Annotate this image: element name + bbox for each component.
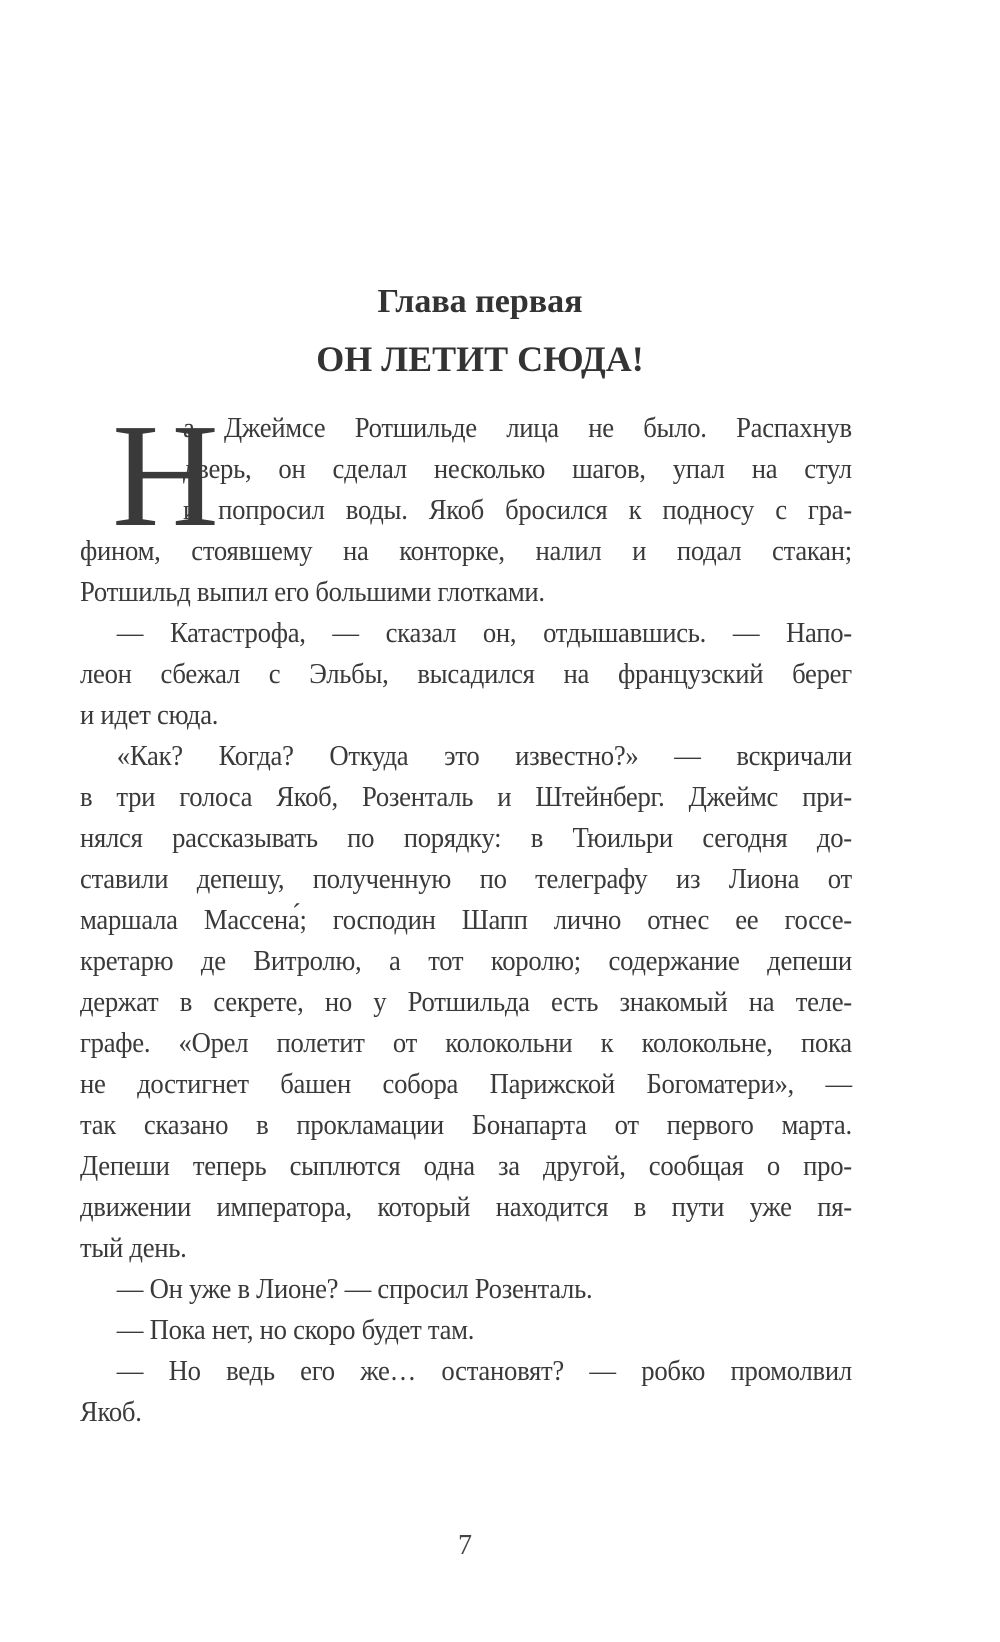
chapter-title: ОН ЛЕТИТ СЮДА! xyxy=(316,339,644,379)
text-line: — Катастрофа, — сказал он, отдышавшись. — Напо- xyxy=(116,617,852,649)
text-line: в три голоса Якоб, Розенталь и Штейнберг. Джеймс при- xyxy=(80,781,852,813)
text-line: движении императора, который находится в пути уже пя- xyxy=(80,1191,852,1223)
text-line: Ротшильд выпил его большими глотками. xyxy=(80,576,545,608)
text-line: «Как? Когда? Откуда это известно?» — вскричали xyxy=(116,740,852,772)
text-line: нялся рассказывать по порядку: в Тюильри сегодня до- xyxy=(80,822,852,854)
text-line: тый день. xyxy=(80,1232,187,1264)
text-line: Якоб. xyxy=(80,1396,142,1428)
text-line: — Но ведь его же… остановят? — робко промолвил xyxy=(116,1355,852,1387)
page-number: 7 xyxy=(458,1530,472,1561)
text-line: так сказано в прокламации Бонапарта от первого марта. xyxy=(80,1109,852,1141)
text-line: дверь, он сделал несколько шагов, упал на стул xyxy=(183,453,852,485)
text-line: и идет сюда. xyxy=(80,699,219,731)
text-line: и попросил воды. Якоб бросился к подносу с гра- xyxy=(183,494,852,526)
text-line: — Он уже в Лионе? — спросил Розенталь. xyxy=(116,1273,593,1305)
text-line: Депеши теперь сыплются одна за другой, сообщая о про- xyxy=(80,1150,852,1182)
chapter-label: Глава первая xyxy=(377,283,583,320)
text-line: кретарю де Витролю, а тот королю; содержание депеши xyxy=(80,945,852,977)
drop-cap: Н xyxy=(112,394,219,558)
text-line: а Джеймсе Ротшильде лица не было. Распахнув xyxy=(183,412,852,444)
text-line: фином, стоявшему на конторке, налил и подал стакан; xyxy=(80,535,852,567)
text-line: леон сбежал с Эльбы, высадился на французский берег xyxy=(80,658,852,690)
text-line: держат в секрете, но у Ротшильда есть знакомый на теле- xyxy=(80,986,852,1018)
text-line: не достигнет башен собора Парижской Богоматери», — xyxy=(80,1068,852,1100)
text-line: — Пока нет, но скоро будет там. xyxy=(116,1314,475,1346)
text-line: графе. «Орел полетит от колокольни к колокольне, пока xyxy=(80,1027,852,1059)
text-line: маршала Массена́; господин Шапп лично отнес ее госсе- xyxy=(80,904,852,936)
text-line: ставили депешу, полученную по телеграфу из Лиона от xyxy=(80,863,852,895)
